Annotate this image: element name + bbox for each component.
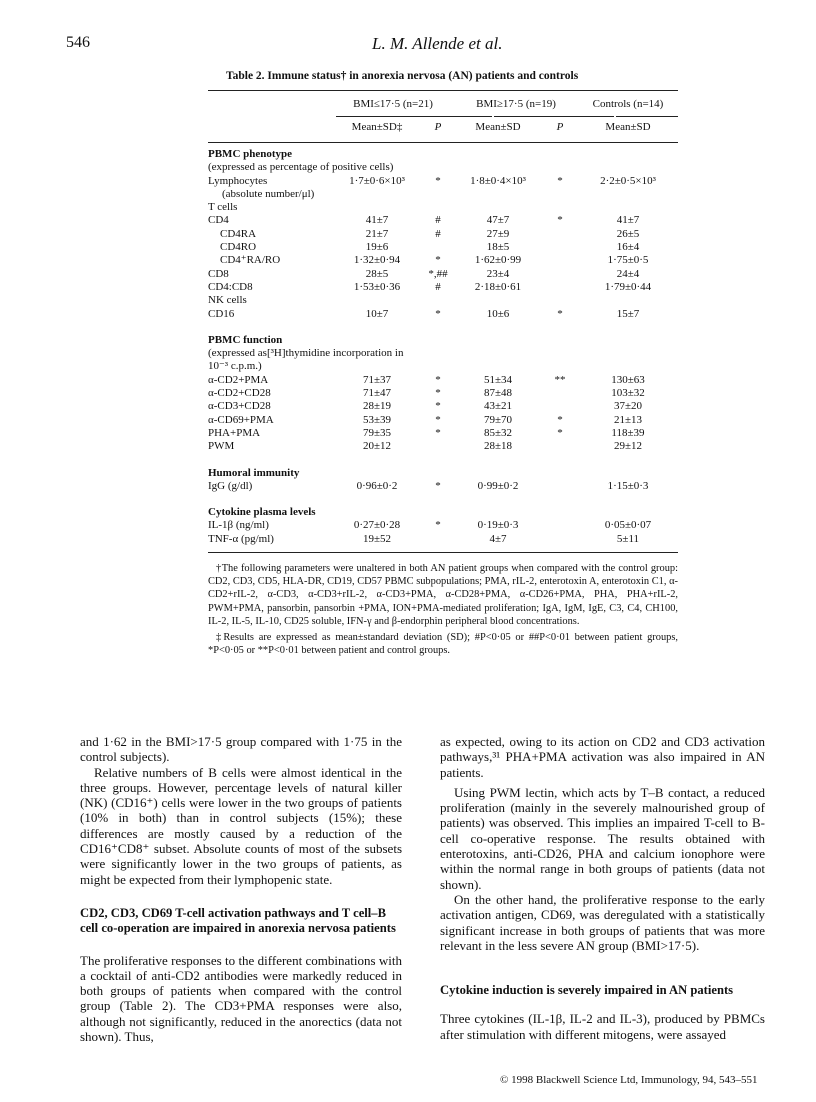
cell-p-patients: * bbox=[435, 400, 441, 413]
cell-bmi-low-mean: 71±47 bbox=[362, 387, 392, 400]
table-data-row bbox=[208, 214, 678, 227]
cell-p-controls bbox=[542, 519, 578, 532]
cell-bmi-low-mean: 1·7±0·6×10³ bbox=[349, 174, 405, 187]
cell-bmi-low-mean: 19±6 bbox=[365, 241, 389, 254]
cell-bmi-low-mean: 28±5 bbox=[365, 267, 389, 280]
cell-controls-mean: 1·15±0·3 bbox=[607, 479, 649, 492]
row-label: CD16 bbox=[208, 307, 235, 320]
running-head: L. M. Allende et al. bbox=[372, 34, 503, 53]
cell-p-patients: * bbox=[435, 413, 441, 426]
cell-bmi-high-mean: 47±7 bbox=[486, 214, 510, 227]
table-note-row bbox=[208, 161, 678, 174]
cell-bmi-high-mean: 10±6 bbox=[486, 307, 510, 320]
table-section-row bbox=[208, 454, 678, 480]
cell-controls-mean: 16±4 bbox=[616, 241, 640, 254]
left-column bbox=[80, 734, 402, 1044]
cell-p-patients: * bbox=[435, 174, 441, 187]
cell-p-controls bbox=[542, 254, 578, 267]
cell-p-patients: * bbox=[435, 373, 441, 386]
cell-bmi-high-mean: 4±7 bbox=[489, 532, 507, 545]
cell-bmi-high-mean: 87±48 bbox=[483, 387, 513, 400]
table-note-row bbox=[208, 201, 678, 214]
row-label: Lymphocytes bbox=[208, 174, 268, 187]
cell-p-patients: # bbox=[435, 280, 441, 293]
cell-bmi-high-mean: 79±70 bbox=[483, 413, 513, 426]
row-label: PWM bbox=[208, 440, 235, 453]
table-data-row bbox=[208, 281, 678, 294]
cell-controls-mean: 1·75±0·5 bbox=[607, 254, 649, 267]
cell-controls-mean: 24±4 bbox=[616, 267, 640, 280]
cell-bmi-low-mean: 21±7 bbox=[365, 227, 389, 240]
table-section-row bbox=[208, 140, 678, 161]
cell-bmi-high-mean: 28±18 bbox=[483, 440, 513, 453]
table-data-row bbox=[208, 254, 678, 267]
table-caption: Table 2. Immune status† in anorexia nervosa (AN) patients and controls bbox=[226, 70, 579, 82]
cell-p-controls bbox=[542, 533, 578, 546]
table-data-row bbox=[208, 533, 678, 546]
table-data-row bbox=[208, 414, 678, 427]
cell-p-controls bbox=[542, 228, 578, 241]
table-data-row bbox=[208, 241, 678, 254]
cell-p-controls bbox=[542, 400, 578, 413]
note-label: (expressed as[³H]thymidine incorporation in bbox=[208, 347, 404, 360]
row-label: α-CD3+CD28 bbox=[208, 400, 271, 413]
cell-p-controls bbox=[542, 241, 578, 254]
cell-bmi-low-mean: 53±39 bbox=[362, 413, 392, 426]
cell-bmi-high-mean: 0·99±0·2 bbox=[477, 479, 519, 492]
cell-p-patients: * bbox=[435, 387, 441, 400]
right-paragraph-1: as expected, owing to its action on CD2 and CD3 activation pathways,³¹ PHA+PMA activation was also impaired in AN patients. bbox=[440, 734, 765, 780]
cell-controls-mean: 5±11 bbox=[616, 532, 640, 545]
cell-controls-mean: 130±63 bbox=[611, 373, 645, 386]
cell-p-patients bbox=[422, 533, 454, 546]
row-label: IgG (g/dl) bbox=[208, 479, 253, 492]
left-paragraph-2: Relative numbers of B cells were almost identical in the three groups. However, percentage levels of natural killer (NK) (CD16⁺) cells were lower in the two groups of patients (10% in both) than in control subjects (15%); these differences are mostly caused by a reduction of the CD16⁺CD8⁺ subset. Absolute counts of most of the subsets were significantly lower in the two groups of patients, as might be expected from their lymphopenic state. bbox=[80, 764, 402, 887]
cell-p-patients: * bbox=[435, 254, 441, 267]
table-body bbox=[208, 140, 678, 546]
cell-p-patients: * bbox=[435, 519, 441, 532]
p-header-2: P bbox=[556, 121, 564, 134]
cell-bmi-low-mean: 41±7 bbox=[365, 214, 389, 227]
cell-bmi-high-mean: 1·8±0·4×10³ bbox=[470, 174, 526, 187]
cell-bmi-low-mean: 10±7 bbox=[365, 307, 389, 320]
table-note-row bbox=[208, 360, 678, 373]
cell-bmi-high-mean: 23±4 bbox=[486, 267, 510, 280]
cell-bmi-low-mean: 0·27±0·28 bbox=[353, 519, 401, 532]
table-data-row bbox=[208, 308, 678, 321]
cell-p-patients bbox=[422, 440, 454, 453]
table-data-row bbox=[208, 480, 678, 493]
row-label: CD4RO bbox=[220, 241, 257, 254]
cell-controls-mean: 37±20 bbox=[613, 400, 643, 413]
table-data-row bbox=[208, 440, 678, 453]
row-label: α-CD2+CD28 bbox=[208, 387, 271, 400]
cell-p-patients: * bbox=[435, 479, 441, 492]
table-section-row bbox=[208, 321, 678, 347]
cell-bmi-high-mean: 2·18±0·61 bbox=[474, 280, 522, 293]
group-header-bmi-high: BMI≥17·5 (n=19) bbox=[476, 98, 556, 111]
group-header-bmi-low: BMI≤17·5 (n=21) bbox=[353, 98, 433, 111]
table-data-row bbox=[208, 228, 678, 241]
page-number: 546 bbox=[66, 34, 90, 51]
copyright-footer: © 1998 Blackwell Science Ltd, Immunology, 94, 543–551 bbox=[500, 1074, 758, 1086]
stat-header-g3: Mean±SD bbox=[605, 121, 651, 134]
table-footnotes bbox=[208, 562, 678, 660]
section-label: PBMC phenotype bbox=[208, 148, 293, 160]
cell-p-controls bbox=[542, 387, 578, 400]
left-paragraph-3: The proliferative responses to the different combinations with a cocktail of anti-CD2 antibodies were markedly reduced in both groups of patients when compared with the control group (Table 2). The CD3+PMA responses were also, although not significantly, reduced in the anorectics (data not shown). Thus, bbox=[80, 952, 402, 1045]
row-label: α-CD69+PMA bbox=[208, 413, 274, 426]
row-label: CD8 bbox=[208, 267, 229, 280]
row-label: CD4⁺RA/RO bbox=[220, 254, 281, 267]
row-label: α-CD2+PMA bbox=[208, 373, 269, 386]
cell-bmi-low-mean: 71±37 bbox=[362, 373, 392, 386]
cell-p-controls bbox=[542, 281, 578, 294]
section-heading-activation: CD2, CD3, CD69 T-cell activation pathways and T cell–B cell co-operation are impaired in anorexia nervosa patients bbox=[80, 905, 396, 936]
note-label: 10⁻³ c.p.m.) bbox=[208, 360, 262, 373]
cell-bmi-low-mean: 1·32±0·94 bbox=[353, 254, 401, 267]
cell-bmi-high-mean: 51±34 bbox=[483, 373, 513, 386]
row-label: CD4:CD8 bbox=[208, 280, 253, 293]
table-data-row bbox=[208, 175, 678, 188]
cell-controls-mean: 21±13 bbox=[613, 413, 643, 426]
group-header-controls: Controls (n=14) bbox=[592, 98, 664, 111]
note-label: NK cells bbox=[208, 294, 247, 307]
cell-p-controls: * bbox=[557, 426, 563, 439]
right-paragraph-4: Three cytokines (IL-1β, IL-2 and IL-3), produced by PBMCs after stimulation with different mitogens, were assayed bbox=[440, 1011, 765, 1042]
row-label: CD4 bbox=[208, 214, 229, 227]
cell-bmi-low-mean: 20±12 bbox=[362, 440, 392, 453]
row-label: PHA+PMA bbox=[208, 426, 261, 439]
cell-controls-mean: 103±32 bbox=[611, 387, 645, 400]
p-header-1: P bbox=[434, 121, 442, 134]
cell-bmi-low-mean: 28±19 bbox=[362, 400, 392, 413]
cell-p-patients bbox=[422, 241, 454, 254]
row-label: CD4RA bbox=[220, 227, 257, 240]
table-note-row bbox=[208, 188, 678, 201]
cell-p-controls bbox=[542, 440, 578, 453]
cell-controls-mean: 29±12 bbox=[613, 440, 643, 453]
note-label: (expressed as percentage of positive cells) bbox=[208, 161, 394, 174]
cell-bmi-high-mean: 85±32 bbox=[483, 426, 513, 439]
section-label: Humoral immunity bbox=[208, 466, 300, 479]
stat-header-g1: Mean±SD‡ bbox=[351, 121, 403, 134]
cell-p-patients: * bbox=[435, 426, 441, 439]
footnote-double-dagger: ‡Results are expressed as mean±standard deviation (SD); #P<0·05 or ##P<0·01 between patient groups, *P<0·05 or **P<0·01 between patient and control groups. bbox=[208, 632, 678, 657]
cell-p-patients: # bbox=[435, 214, 441, 227]
cell-p-controls: * bbox=[557, 214, 563, 227]
table-note-row bbox=[208, 294, 678, 307]
right-paragraph-2: Using PWM lectin, which acts by T–B contact, a reduced proliferation (mainly in the severely malnourished group of patients) was observed. This implies an impaired T-cell to B-cell co-operative response. The results obtained with enterotoxins, anti-CD26, PHA and calcium ionophore were within the normal range in both groups of patients (data not shown). bbox=[440, 784, 765, 892]
cell-bmi-high-mean: 27±9 bbox=[486, 227, 510, 240]
cell-p-controls bbox=[542, 480, 578, 493]
cell-controls-mean: 0·05±0·07 bbox=[604, 519, 652, 532]
cell-p-controls: * bbox=[557, 307, 563, 320]
table-note-row bbox=[208, 347, 678, 360]
cell-p-controls bbox=[542, 268, 578, 281]
table-data-row bbox=[208, 519, 678, 532]
right-column bbox=[440, 734, 765, 1042]
footnote-dagger: †The following parameters were unaltered in both AN patient groups when compared with the control group: CD2, CD3, CD5, HLA-DR, CD19, CD57 PBMC subpopulations; PMA, rIL-2, enterotoxin A, enterotoxin C1, α-CD2+rIL-2, α-CD3, α-CD3+rIL-2, α-CD3+PMA, α-CD28+PMA, α-CD26+PMA, PHA, PHA+rIL-2, PWM+PMA, pansorbin, pansorbin +PMA, ION+PMA-mediated proliferation; IgA, IgM, IgE, C3, C4, CH100, IL-2, IL-5, IL-10, CD25 soluble, IFN-γ and β-endorphin peripheral blood concentrations. bbox=[208, 563, 678, 627]
left-paragraph-1: and 1·62 in the BMI>17·5 group compared with 1·75 in the control subjects). bbox=[80, 734, 402, 765]
section-label: Cytokine plasma levels bbox=[208, 506, 316, 519]
table-data-row bbox=[208, 268, 678, 281]
cell-p-patients: * bbox=[435, 307, 441, 320]
cell-p-patients: # bbox=[435, 227, 441, 240]
immune-status-table bbox=[208, 94, 678, 546]
stat-header-row bbox=[208, 116, 678, 140]
note-label: T cells bbox=[208, 201, 238, 214]
cell-bmi-low-mean: 79±35 bbox=[362, 426, 392, 439]
section-heading-cytokine: Cytokine induction is severely impaired in AN patients bbox=[440, 983, 734, 998]
table-data-row bbox=[208, 387, 678, 400]
cell-controls-mean: 26±5 bbox=[616, 227, 640, 240]
cell-controls-mean: 1·79±0·44 bbox=[604, 280, 652, 293]
table-bottom-rule bbox=[208, 552, 678, 553]
cell-p-controls: * bbox=[557, 413, 563, 426]
row-label: IL-1β (ng/ml) bbox=[208, 519, 269, 532]
cell-p-controls: * bbox=[557, 174, 563, 187]
table-data-row bbox=[208, 400, 678, 413]
table-data-row bbox=[208, 374, 678, 387]
cell-bmi-high-mean: 0·19±0·3 bbox=[477, 519, 519, 532]
table-data-row bbox=[208, 427, 678, 440]
cell-bmi-high-mean: 1·62±0·99 bbox=[474, 254, 522, 267]
row-label: TNF-α (pg/ml) bbox=[208, 532, 274, 545]
right-paragraph-3: On the other hand, the proliferative response to the early activation antigen, CD69, was deregulated with a statistically significant increase in both groups of patients that was more relevant in the less severe AN group (BMI>17·5). bbox=[440, 891, 765, 953]
table-top-rule bbox=[208, 90, 678, 91]
stat-header-g2: Mean±SD bbox=[475, 121, 521, 134]
cell-controls-mean: 2·2±0·5×10³ bbox=[600, 174, 656, 187]
cell-controls-mean: 15±7 bbox=[616, 307, 640, 320]
cell-controls-mean: 41±7 bbox=[616, 214, 640, 227]
note-label: (absolute number/μl) bbox=[222, 187, 315, 200]
cell-controls-mean: 118±39 bbox=[611, 426, 645, 439]
cell-bmi-low-mean: 1·53±0·36 bbox=[353, 280, 401, 293]
section-label: PBMC function bbox=[208, 333, 283, 346]
cell-p-controls: ** bbox=[554, 373, 566, 386]
table-section-row bbox=[208, 493, 678, 519]
cell-bmi-high-mean: 18±5 bbox=[486, 241, 510, 254]
cell-p-patients: *,## bbox=[428, 267, 448, 280]
cell-bmi-low-mean: 19±52 bbox=[362, 532, 392, 545]
cell-bmi-high-mean: 43±21 bbox=[483, 400, 513, 413]
cell-bmi-low-mean: 0·96±0·2 bbox=[356, 479, 398, 492]
group-header-row bbox=[208, 94, 678, 116]
